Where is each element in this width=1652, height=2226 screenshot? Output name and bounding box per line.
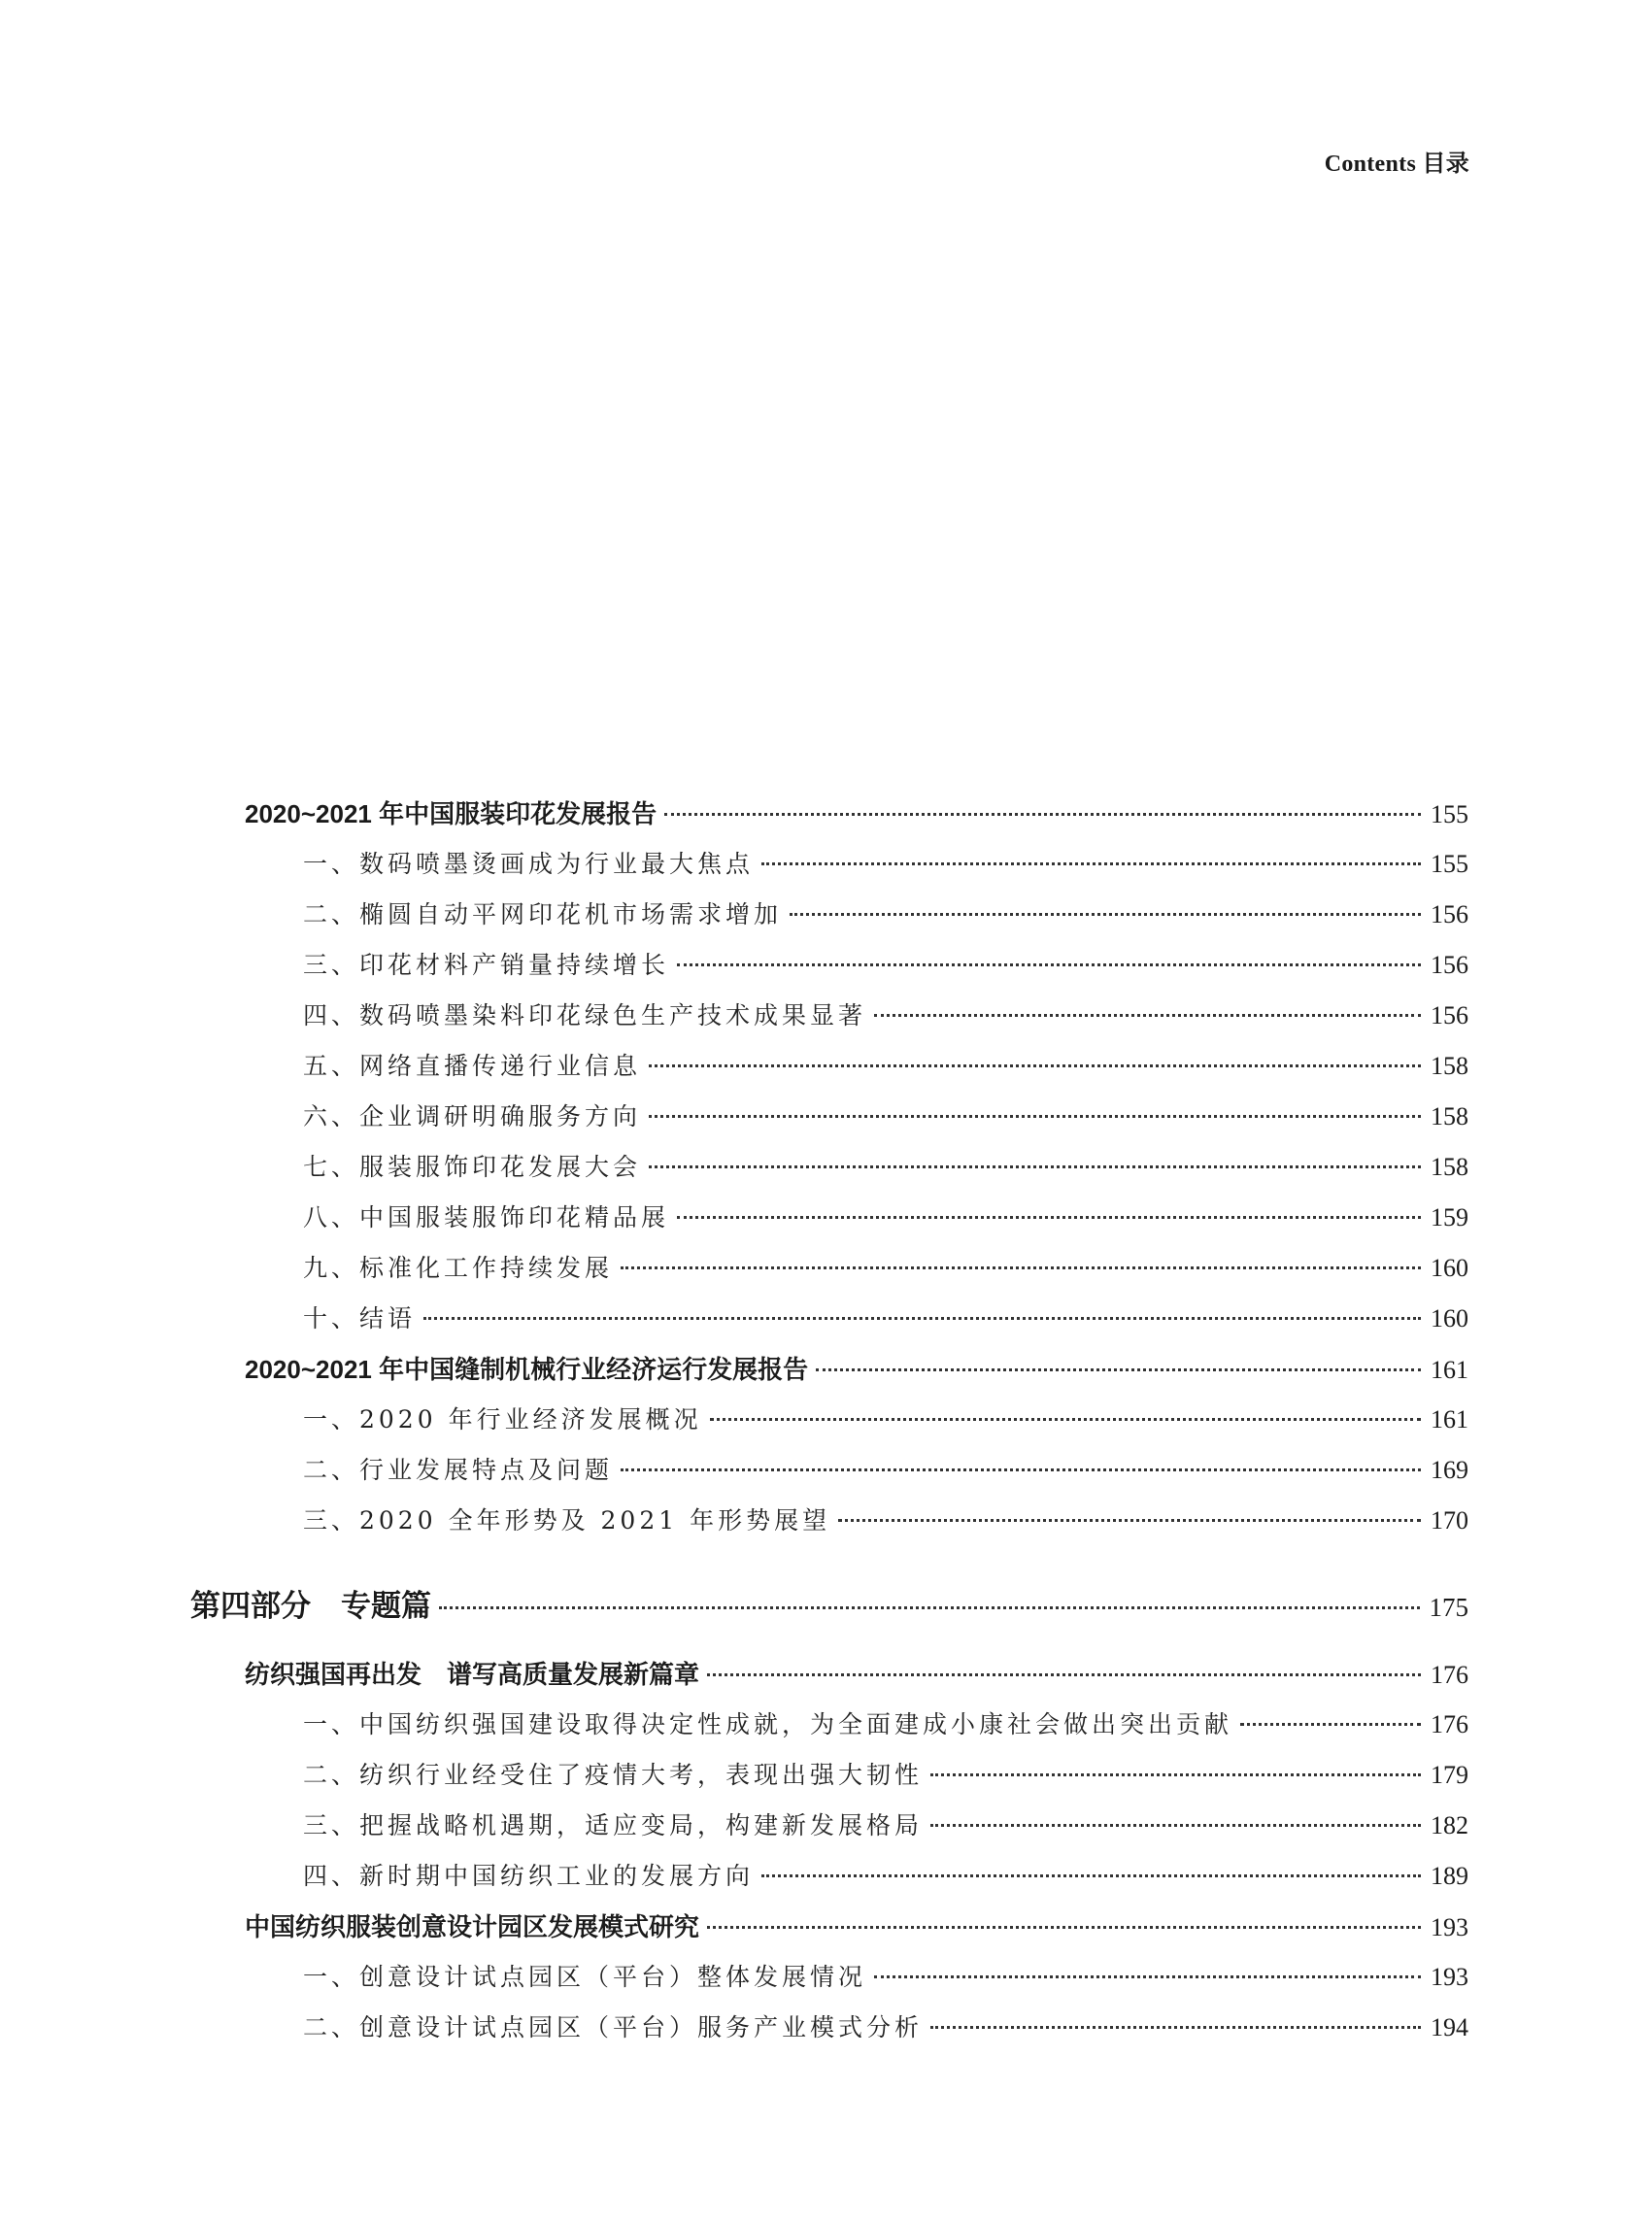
toc-entry[interactable] bbox=[190, 1705, 1468, 1740]
dot-leader bbox=[790, 913, 1421, 916]
toc-entry-title: 二、纺织行业经受住了疫情大考，表现出强大韧性 bbox=[303, 1761, 924, 1789]
toc-entry[interactable] bbox=[190, 1299, 1468, 1334]
toc-entry-title: 2020~2021 年中国缝制机械行业经济运行发展报告 bbox=[245, 1355, 809, 1384]
toc-entry-page: 160 bbox=[1431, 1304, 1468, 1332]
running-header: Contents 目录 bbox=[1324, 152, 1469, 177]
toc-entry-title: 纺织强国再出发 谱写高质量发展新篇章 bbox=[245, 1660, 700, 1689]
toc-entry-title: 二、行业发展特点及问题 bbox=[303, 1456, 614, 1484]
toc-entry[interactable] bbox=[190, 1958, 1468, 1993]
toc-entry[interactable] bbox=[190, 1198, 1468, 1233]
toc-entry[interactable] bbox=[190, 1400, 1468, 1435]
toc-entry-page: 158 bbox=[1431, 1153, 1468, 1181]
dot-leader bbox=[874, 1975, 1421, 1978]
toc-entry[interactable] bbox=[190, 1756, 1468, 1791]
dot-leader bbox=[710, 1418, 1421, 1421]
toc-entry-page: 169 bbox=[1431, 1456, 1468, 1484]
toc-entry-title: 四、新时期中国纺织工业的发展方向 bbox=[303, 1862, 755, 1890]
toc-entry[interactable] bbox=[190, 1350, 1468, 1385]
toc-entry-title: 一、中国纺织强国建设取得决定性成就，为全面建成小康社会做出突出贡献 bbox=[303, 1710, 1233, 1738]
dot-leader bbox=[761, 1874, 1421, 1877]
toc-entry-page: 156 bbox=[1431, 900, 1468, 928]
toc-entry-page: 156 bbox=[1431, 1001, 1468, 1029]
dot-leader bbox=[707, 1673, 1421, 1676]
toc-entry-title: 十、结语 bbox=[303, 1304, 417, 1332]
toc-part-heading[interactable] bbox=[190, 1581, 1468, 1624]
toc-entry-title: 三、印花材料产销量持续增长 bbox=[303, 951, 670, 979]
dot-leader bbox=[838, 1519, 1421, 1522]
toc-entry-page: 160 bbox=[1431, 1254, 1468, 1282]
dot-leader bbox=[874, 1014, 1421, 1017]
toc-entry-title: 四、数码喷墨染料印花绿色生产技术成果显著 bbox=[303, 1001, 867, 1029]
toc-entry-page: 182 bbox=[1431, 1811, 1468, 1839]
dot-leader bbox=[707, 1926, 1421, 1929]
toc-entry[interactable] bbox=[190, 1148, 1468, 1183]
dot-leader bbox=[930, 2026, 1421, 2029]
toc-entry-page: 158 bbox=[1431, 1052, 1468, 1080]
toc-entry[interactable] bbox=[190, 1249, 1468, 1284]
toc-entry-page: 161 bbox=[1431, 1405, 1468, 1433]
toc-entry-page: 156 bbox=[1431, 951, 1468, 979]
dot-leader bbox=[621, 1468, 1421, 1471]
toc-entry-title: 五、网络直播传递行业信息 bbox=[303, 1052, 642, 1080]
toc-entry[interactable] bbox=[190, 996, 1468, 1031]
toc-entry[interactable] bbox=[190, 1907, 1468, 1942]
toc-entry-page: 175 bbox=[1429, 1593, 1468, 1622]
toc-entry-page: 193 bbox=[1431, 1913, 1468, 1941]
toc-entry-page: 176 bbox=[1431, 1710, 1468, 1738]
toc-entry-page: 161 bbox=[1431, 1356, 1468, 1384]
dot-leader bbox=[761, 862, 1421, 865]
toc-entry-title: 三、把握战略机遇期，适应变局，构建新发展格局 bbox=[303, 1811, 924, 1839]
toc-entry-title: 第四部分 专题篇 bbox=[190, 1589, 431, 1624]
toc-entry-title: 八、中国服装服饰印花精品展 bbox=[303, 1203, 670, 1231]
dot-leader bbox=[649, 1064, 1421, 1067]
toc-entry-page: 176 bbox=[1431, 1661, 1468, 1689]
dot-leader bbox=[621, 1266, 1421, 1269]
toc-entry-title: 中国纺织服装创意设计园区发展模式研究 bbox=[245, 1912, 700, 1941]
dot-leader bbox=[649, 1165, 1421, 1168]
dot-leader bbox=[439, 1606, 1420, 1609]
dot-leader bbox=[423, 1317, 1421, 1320]
toc-entry-title: 三、2020 全年形势及 2021 年形势展望 bbox=[303, 1506, 831, 1535]
toc-entry-title: 九、标准化工作持续发展 bbox=[303, 1254, 614, 1282]
toc-entry-title: 七、服装服饰印花发展大会 bbox=[303, 1153, 642, 1181]
toc-entry-title: 一、创意设计试点园区（平台）整体发展情况 bbox=[303, 1963, 867, 1991]
toc-entry[interactable] bbox=[190, 1097, 1468, 1132]
toc-entry-page: 193 bbox=[1431, 1963, 1468, 1991]
dot-leader bbox=[649, 1115, 1421, 1118]
toc-entry-title: 六、企业调研明确服务方向 bbox=[303, 1102, 642, 1130]
toc-entry[interactable] bbox=[190, 946, 1468, 981]
toc-entry-title: 2020~2021 年中国服装印花发展报告 bbox=[245, 799, 657, 828]
toc-entry[interactable] bbox=[190, 1451, 1468, 1486]
dot-leader bbox=[930, 1773, 1421, 1776]
toc-entry-title: 二、椭圆自动平网印花机市场需求增加 bbox=[303, 900, 783, 928]
toc-entry[interactable] bbox=[190, 895, 1468, 930]
toc-entry-page: 189 bbox=[1431, 1862, 1468, 1890]
toc-entry[interactable] bbox=[190, 1655, 1468, 1690]
toc-entry[interactable] bbox=[190, 1047, 1468, 1082]
dot-leader bbox=[677, 1216, 1421, 1219]
toc-entry-page: 194 bbox=[1431, 2013, 1468, 2041]
toc-entry-title: 二、创意设计试点园区（平台）服务产业模式分析 bbox=[303, 2013, 924, 2041]
toc-entry-page: 155 bbox=[1431, 850, 1468, 878]
toc-entry-title: 一、2020 年行业经济发展概况 bbox=[303, 1405, 702, 1433]
toc-entry-title: 一、数码喷墨烫画成为行业最大焦点 bbox=[303, 850, 755, 878]
toc-entry[interactable] bbox=[190, 1501, 1468, 1536]
dot-leader bbox=[664, 813, 1421, 816]
toc-entry[interactable] bbox=[190, 2008, 1468, 2043]
toc-entry[interactable] bbox=[190, 1806, 1468, 1841]
toc-entry[interactable] bbox=[190, 1857, 1468, 1892]
toc-entry-page: 155 bbox=[1431, 800, 1468, 828]
dot-leader bbox=[930, 1824, 1421, 1827]
toc-entry-page: 159 bbox=[1431, 1203, 1468, 1231]
toc-entry-page: 179 bbox=[1431, 1761, 1468, 1789]
dot-leader bbox=[816, 1368, 1421, 1371]
toc-entry[interactable] bbox=[190, 794, 1468, 829]
toc-entry-page: 170 bbox=[1431, 1506, 1468, 1535]
dot-leader bbox=[677, 963, 1421, 966]
dot-leader bbox=[1240, 1723, 1421, 1726]
toc-entry-page: 158 bbox=[1431, 1102, 1468, 1130]
toc-entry[interactable] bbox=[190, 845, 1468, 880]
